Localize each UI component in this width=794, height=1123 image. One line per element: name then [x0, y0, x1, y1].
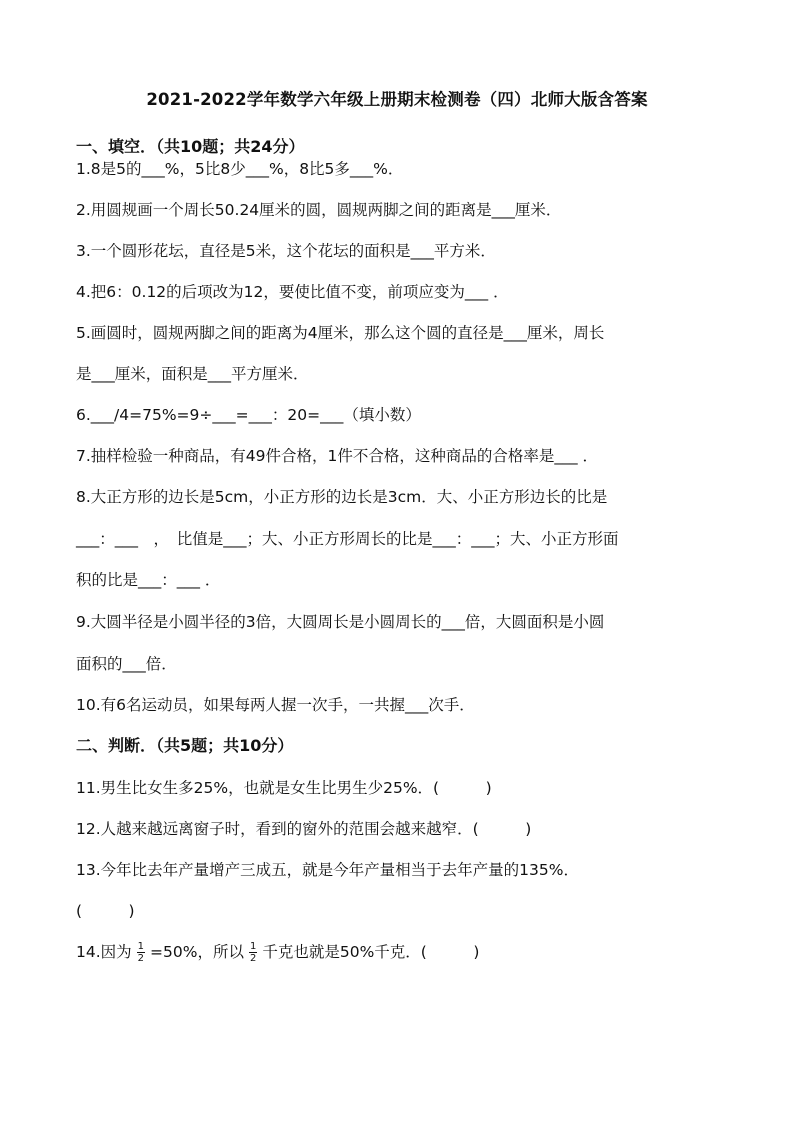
question-13-line-1: 13.今年比去年产量增产三成五，就是今年产量相当于去年产量的135%． [76, 861, 579, 879]
fraction-one-half [249, 941, 257, 964]
fraction-one-half [137, 941, 145, 964]
question-14-mid: =50%，所以 [150, 943, 244, 961]
question-3: 3.一个圆形花坛，直径是5米，这个花坛的面积是___平方米． [76, 242, 496, 260]
question-14-suffix: 千克也就是50%千克．( ) [262, 943, 480, 961]
page-title: 2021-2022学年数学六年级上册期末检测卷（四）北师大版含答案 [146, 90, 648, 109]
section-heading-fill: 一、填空．（共10题；共24分） [76, 137, 305, 156]
question-8-line-1: 8.大正方形的边长是5cm，小正方形的边长是3cm．大、小正方形边长的比是 [76, 488, 608, 506]
question-9-line-1: 9.大圆半径是小圆半径的3倍，大圆周长是小圆周长的___倍，大圆面积是小圆 [76, 613, 605, 631]
question-6: 6.___/4=75%=9÷___=___：20=___（填小数） [76, 406, 421, 424]
question-5-line-1: 5.画圆时，圆规两脚之间的距离为4厘米，那么这个圆的直径是___厘米，周长 [76, 324, 605, 342]
question-7: 7.抽样检验一种商品，有49件合格，1件不合格，这种商品的合格率是___ ． [76, 447, 599, 465]
question-8-line-2: ___：___ ， 比值是___；大、小正方形周长的比是___：___；大、小正方形面 [76, 530, 619, 548]
question-12: 12.人越来越远离窗子时，看到的窗外的范围会越来越窄．( ) [76, 820, 532, 838]
question-13-line-2: ( ) [76, 902, 135, 920]
question-5-line-2: 是___厘米，面积是___平方厘米． [76, 365, 309, 383]
question-4: 4.把6：0.12的后项改为12，要使比值不变，前项应变为___ ． [76, 283, 509, 301]
question-11: 11.男生比女生多25%，也就是女生比男生少25%．( ) [76, 779, 492, 797]
fraction-denominator: 2 [249, 953, 257, 964]
fraction-denominator: 2 [137, 953, 145, 964]
question-9-line-2: 面积的___倍． [76, 655, 177, 673]
question-2: 2.用圆规画一个周长50.24厘米的圆，圆规两脚之间的距离是___厘米． [76, 201, 562, 219]
question-1: 1.8是5的___%，5比8少___%，8比5多___%． [76, 160, 404, 178]
question-8-line-3: 积的比是___：___ ． [76, 571, 221, 589]
question-14 [76, 941, 726, 964]
question-14-prefix: 14.因为 [76, 943, 132, 961]
fraction-numerator: 1 [137, 941, 145, 952]
fraction-numerator: 1 [249, 941, 257, 952]
question-10: 10.有6名运动员，如果每两人握一次手，一共握___次手． [76, 696, 475, 714]
section-heading-judge: 二、判断．（共5题；共10分） [76, 736, 294, 755]
